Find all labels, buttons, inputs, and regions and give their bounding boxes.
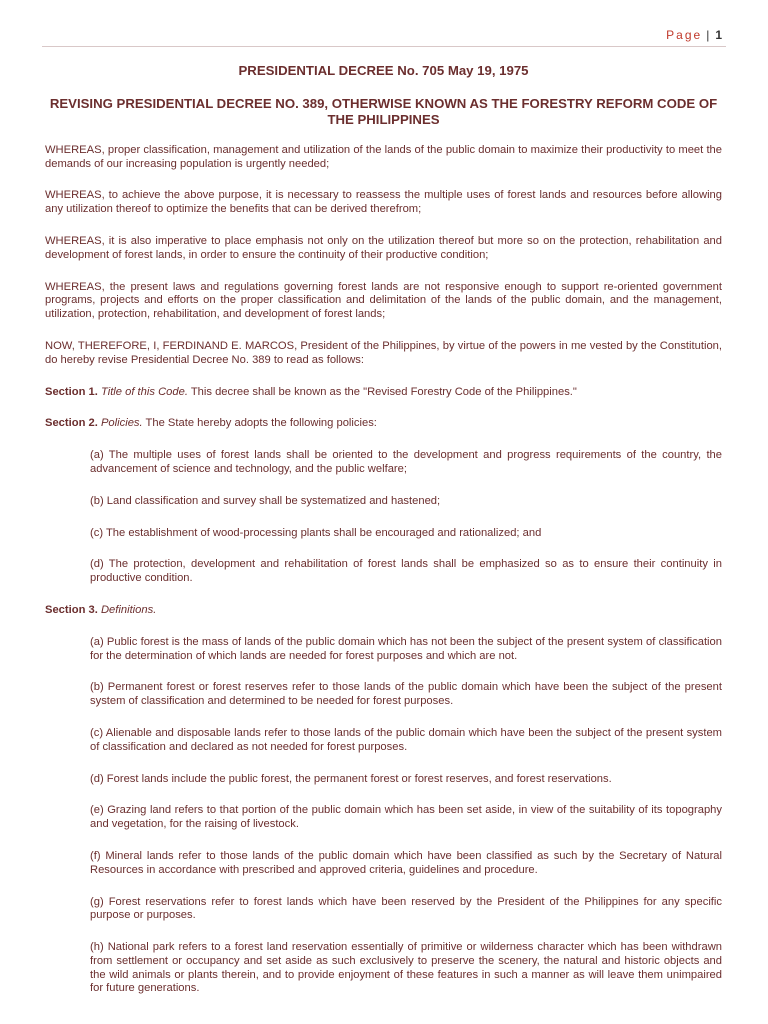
whereas-clause: WHEREAS, proper classification, management and utilization of the lands of the public domain to maximize their productivity to meet the demands of our increasing population is urgently needed; <box>45 143 722 170</box>
section-2 <box>45 417 722 431</box>
definition-item: (c) Alienable and disposable lands refer to those lands of the public domain which have been the subject of the present system of classification and declared as not needed for forest purposes. <box>90 726 722 753</box>
section-text: The State hereby adopts the following policies: <box>142 417 377 430</box>
section-title: Definitions. <box>100 603 157 616</box>
page-number: 1 <box>715 28 724 42</box>
definition-item: (h) National park refers to a forest land reservation essentially of primitive or wilderness character which has been withdrawn from settlement or occupancy and set aside as such exclusively to preserve the scenery, the natural and historic objects and the wild animals or plants therein, and to provide enjoyment of these features in such a manner as will leave them unimpaired for future generations. <box>90 941 722 995</box>
policy-item: (a) The multiple uses of forest lands shall be oriented to the development and progress requirements of the country, the advancement of science and technology, and the public welfare; <box>90 449 722 475</box>
document-body <box>45 64 722 1014</box>
definition-item: (b) Permanent forest or forest reserves refer to those lands of the public domain which have been the subject of the present system of classification and determined to be needed for forest purposes. <box>90 681 722 708</box>
page-label: Page <box>666 28 703 42</box>
page-separator: | <box>706 28 712 42</box>
section-title: Policies. <box>100 417 143 430</box>
section-label: Section 3. <box>45 603 98 616</box>
enacting-clause: NOW, THEREFORE, I, FERDINAND E. MARCOS, President of the Philippines, by virtue of the powers in me vested by the Constitution, do hereby revise Presidential Decree No. 389 to read as follows: <box>45 339 722 366</box>
whereas-clause: WHEREAS, it is also imperative to place emphasis not only on the utilization thereof but more so on the protection, rehabilitation and development of forest lands, in order to ensure the continuity of their productive condition; <box>45 234 722 261</box>
decree-subtitle: REVISING PRESIDENTIAL DECREE NO. 389, OTHERWISE KNOWN AS THE FORESTRY REFORM CODE OF THE PHILIPPINES <box>49 95 718 127</box>
section-1 <box>45 386 722 400</box>
section-title: Title of this Code. <box>100 385 188 398</box>
section-text: This decree shall be known as the "Revised Forestry Code of the Philippines." <box>187 385 577 398</box>
section-label: Section 2. <box>45 417 98 430</box>
policy-item: (b) Land classification and survey shall be systematized and hastened; <box>90 494 441 507</box>
decree-title: PRESIDENTIAL DECREE No. 705 May 19, 1975 <box>238 63 529 78</box>
section-label: Section 1. <box>45 385 98 398</box>
definition-item: (e) Grazing land refers to that portion of the public domain which has been set aside, in view of the suitability of its topography and vegetation, for the raising of livestock. <box>90 804 722 831</box>
whereas-clause: WHEREAS, the present laws and regulations governing forest lands are not responsive enough to support re-oriented government programs, projects and efforts on the proper classification and delimitation of the lands of the public domain, and the management, utilization, protection, rehabilitation, and development of forest lands; <box>45 280 722 321</box>
policy-item: (d) The protection, development and rehabilitation of forest lands shall be emphasized so as to ensure their continuity in productive condition. <box>90 558 722 585</box>
page-header <box>666 28 724 42</box>
header-divider <box>42 46 726 47</box>
whereas-clause: WHEREAS, to achieve the above purpose, it is necessary to reassess the multiple uses of forest lands and resources before allowing any utilization thereof to optimize the benefits that can be derived therefrom; <box>45 189 722 216</box>
definition-item: (d) Forest lands include the public forest, the permanent forest or forest reserves, and forest reservations. <box>90 772 612 785</box>
section-3 <box>45 604 722 618</box>
policy-item: (c) The establishment of wood-processing plants shall be encouraged and rationalized; and <box>90 526 542 539</box>
definition-item: (f) Mineral lands refer to those lands of the public domain which have been classified as such by the Secretary of Natural Resources in accordance with prescribed and approved criteria, guidelines and procedure. <box>90 849 722 876</box>
definition-item: (g) Forest reservations refer to forest lands which have been reserved by the President of the Philippines for any specific purpose or purposes. <box>90 895 722 922</box>
definition-item: (a) Public forest is the mass of lands of the public domain which has not been the subject of the present system of classification for the determination of which lands are needed for forest purposes and which are not. <box>90 635 722 662</box>
